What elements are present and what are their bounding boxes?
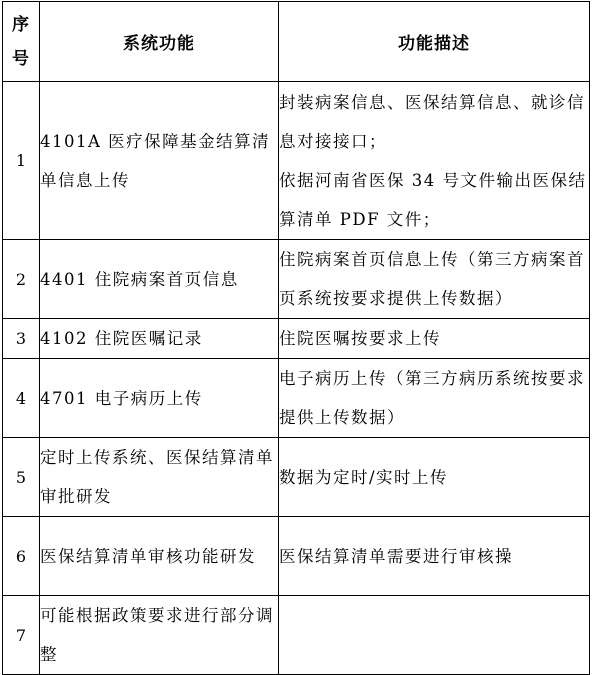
table-row: [3, 438, 590, 517]
function-spec-table: [2, 1, 590, 675]
row-number: 7: [3, 596, 40, 675]
header-function-description: 功能描述: [279, 2, 590, 82]
table-row: [3, 517, 590, 596]
description-line: 数据为定时/实时上传: [279, 467, 449, 487]
description-line: 住院病案首页信息上传（第三方病案首页系统按要求提供上传数据）: [279, 250, 585, 308]
header-serial-char-2: 号: [12, 48, 30, 69]
table-row: [3, 596, 590, 675]
table-header-row: [3, 2, 590, 82]
description-line: 封装病案信息、医保结算信息、就诊信息对接接口；: [279, 92, 585, 151]
header-serial-char-1: 序: [12, 14, 30, 35]
row-description: [279, 517, 590, 596]
table-row: [3, 240, 590, 319]
table-row: [3, 359, 590, 438]
row-function: 4401 住院病案首页信息: [40, 240, 279, 319]
table-row: [3, 319, 590, 359]
row-description: [279, 359, 590, 438]
row-function: 4701 电子病历上传: [40, 359, 279, 438]
row-function: 定时上传系统、医保结算清单审批研发: [40, 438, 279, 517]
row-description: [279, 319, 590, 359]
row-number: 6: [3, 517, 40, 596]
header-system-function: 系统功能: [40, 2, 279, 82]
table-row: [3, 82, 590, 240]
description-line: 住院医嘱按要求上传: [279, 329, 441, 348]
description-line: 依据河南省医保 34 号文件输出医保结算清单 PDF 文件；: [279, 170, 587, 229]
row-description-empty: [279, 596, 590, 675]
row-function: 可能根据政策要求进行部分调整: [40, 596, 279, 675]
description-line: 医保结算清单需要进行审核操: [279, 546, 513, 566]
row-description: [279, 82, 590, 240]
row-number: 2: [3, 240, 40, 319]
row-function: 4102 住院医嘱记录: [40, 319, 279, 359]
description-line: 电子病历上传（第三方病历系统按要求提供上传数据）: [279, 369, 585, 427]
row-function: 医保结算清单审核功能研发: [40, 517, 279, 596]
row-function: 4101A 医疗保障基金结算清单信息上传: [40, 82, 279, 240]
row-number: 5: [3, 438, 40, 517]
header-serial-number: [3, 2, 40, 82]
row-description: [279, 438, 590, 517]
row-number: 1: [3, 82, 40, 240]
row-description: [279, 240, 590, 319]
row-number: 4: [3, 359, 40, 438]
row-number: 3: [3, 319, 40, 359]
